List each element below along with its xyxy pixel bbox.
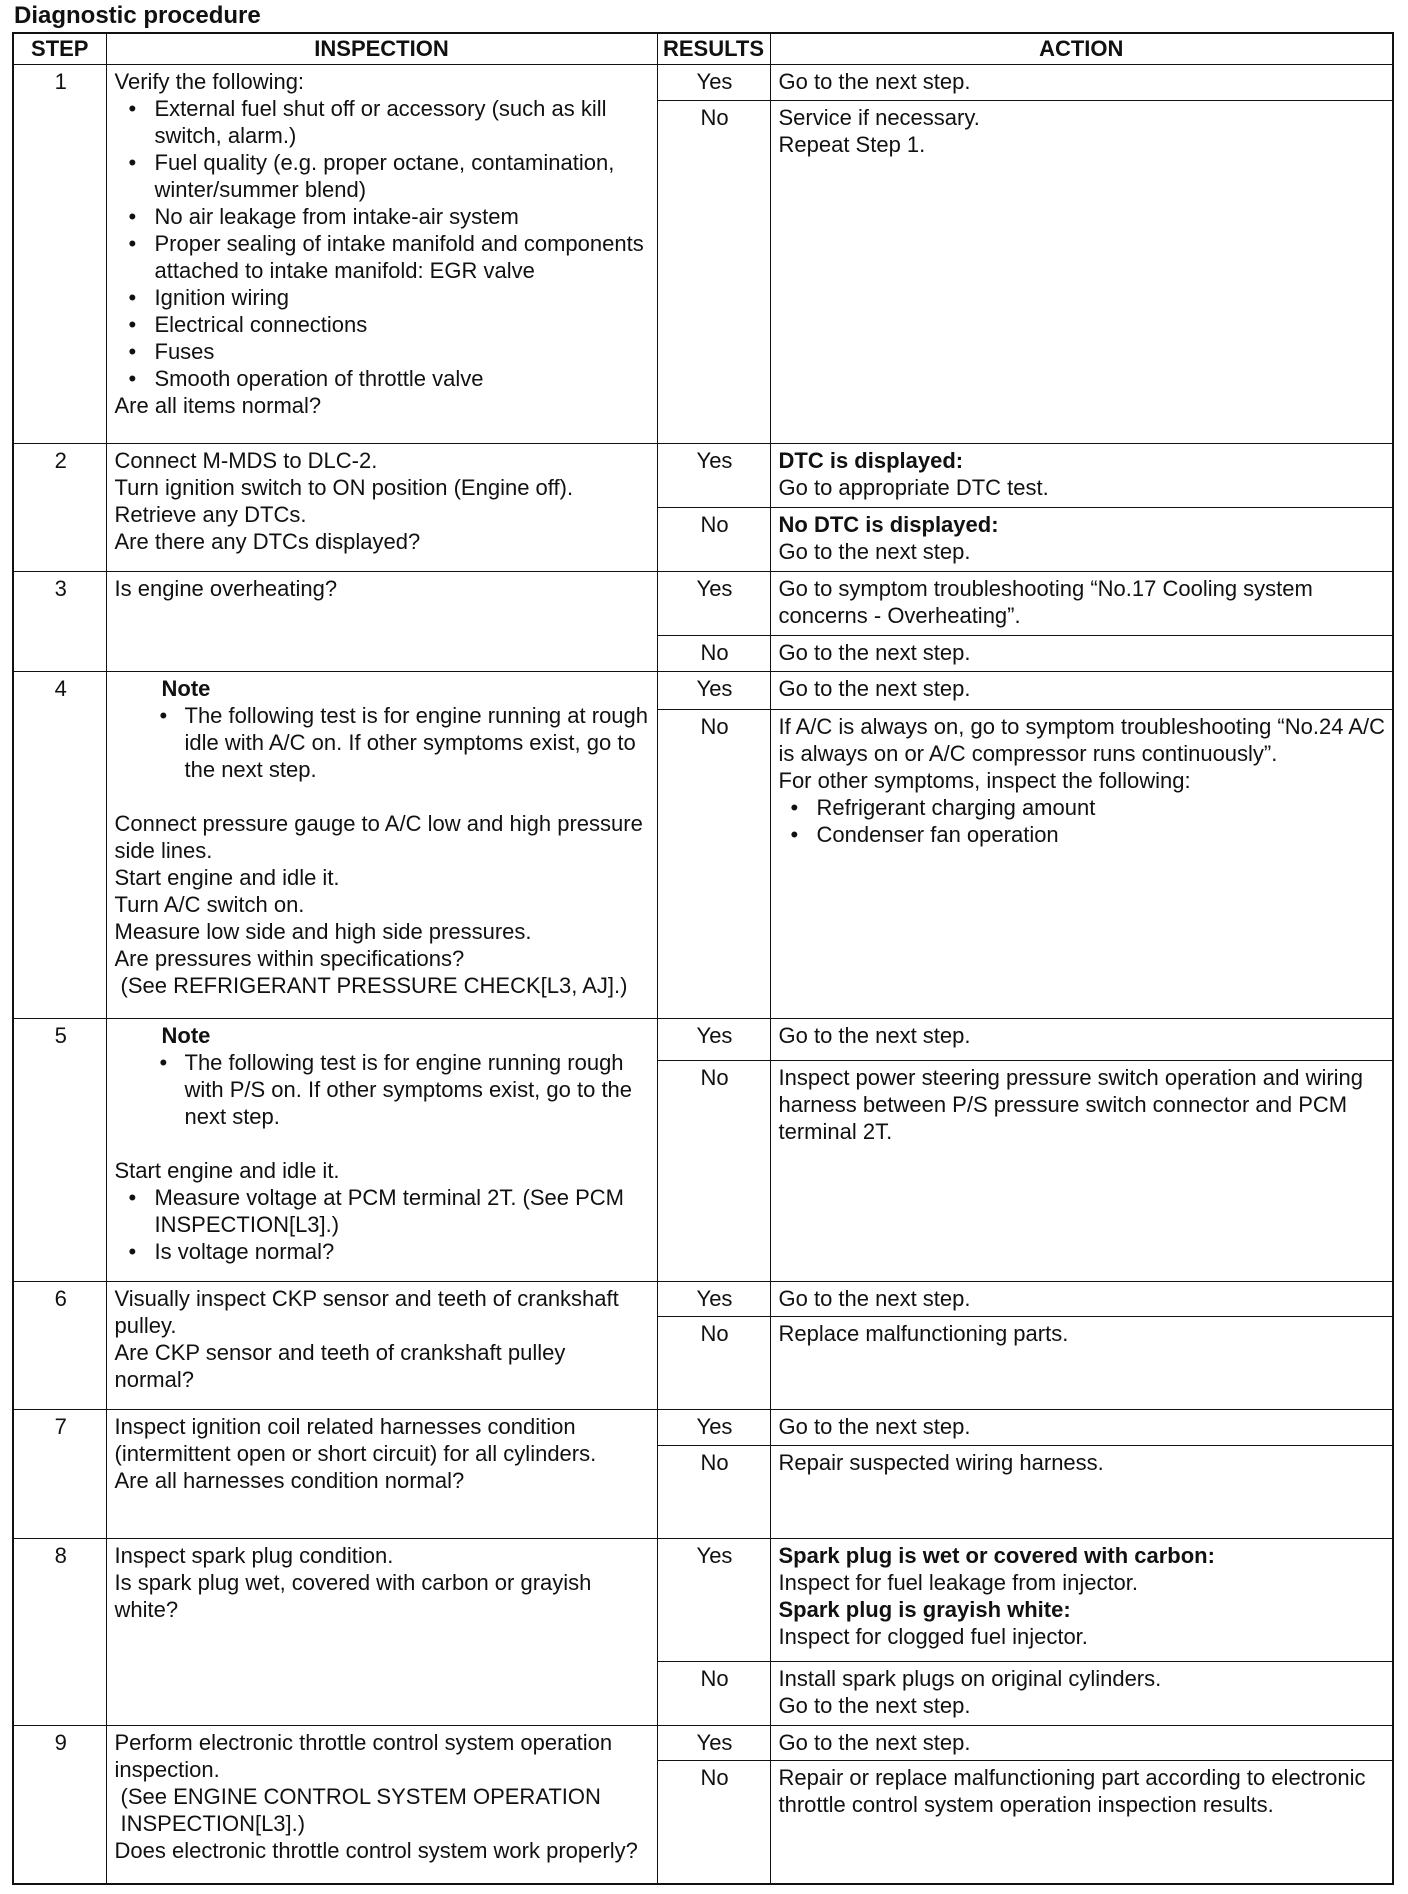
inspection-bullet: • Electrical connections xyxy=(115,311,651,338)
action-text: Go to the next step. xyxy=(778,69,971,94)
inspection-cell xyxy=(106,1538,657,1725)
action-bullet: • Refrigerant charging amount xyxy=(779,794,1387,821)
action-text: Service if necessary. xyxy=(778,104,980,130)
inspection-cell xyxy=(106,1409,657,1538)
result-no: No xyxy=(657,508,770,572)
inspection-cell xyxy=(106,1019,657,1281)
inspection-text: Start engine and idle it. xyxy=(114,864,340,890)
action-yes: Go to the next step. xyxy=(770,1725,1393,1761)
step-number: 2 xyxy=(13,444,106,572)
header-inspection: INSPECTION xyxy=(106,33,657,65)
inspection-cell xyxy=(106,65,657,444)
inspection-text: Connect M-MDS to DLC-2. xyxy=(114,448,378,473)
action-text: Go to the next step. xyxy=(778,539,971,565)
action-no: Go to the next step. xyxy=(770,636,1393,672)
table-row xyxy=(13,1281,1393,1317)
inspection-text: Inspect spark plug condition. xyxy=(114,1542,394,1568)
spacer xyxy=(115,783,651,810)
result-yes: Yes xyxy=(657,572,770,636)
result-no: No xyxy=(657,100,770,443)
action-no xyxy=(770,508,1393,572)
note-bullet: • The following test is for engine running at rough idle with A/C on. If other symptoms exist, go to the next step. xyxy=(115,702,651,783)
header-step: STEP xyxy=(13,33,106,65)
step-number: 4 xyxy=(13,671,106,1019)
result-no: No xyxy=(657,1445,770,1538)
inspection-question: Are all harnesses condition normal? xyxy=(114,1467,465,1493)
inspection-bullet: • Smooth operation of throttle valve xyxy=(115,365,651,392)
step-number: 3 xyxy=(13,572,106,672)
action-no: Repair or replace malfunctioning part according to electronic throttle control system operation inspection results. xyxy=(770,1761,1393,1884)
action-yes: Go to the next step. xyxy=(770,1019,1393,1060)
inspection-cell xyxy=(106,1281,657,1409)
note-bullet: • The following test is for engine running rough with P/S on. If other symptoms exist, go to the next step. xyxy=(115,1049,651,1130)
action-no: Repair suspected wiring harness. xyxy=(770,1445,1393,1538)
action-condition: Spark plug is wet or covered with carbon: xyxy=(778,1542,1215,1568)
inspection-text: Retrieve any DTCs. xyxy=(114,502,307,527)
inspection-question: Are CKP sensor and teeth of crankshaft pulley normal? xyxy=(114,1339,566,1392)
table-row xyxy=(13,1538,1393,1661)
inspection-cell xyxy=(106,572,657,672)
table-row xyxy=(13,1725,1393,1761)
action-yes: Go to the next step. xyxy=(770,671,1393,709)
header-results: RESULTS xyxy=(657,33,770,65)
action-text: Install spark plugs on original cylinders. xyxy=(778,1665,1162,1691)
inspection-bullet: • Fuses xyxy=(115,338,651,365)
action-no: Replace malfunctioning parts. xyxy=(770,1317,1393,1409)
action-no xyxy=(770,100,1393,443)
inspection-text: Visually inspect CKP sensor and teeth of crankshaft pulley. xyxy=(114,1285,619,1338)
inspection-bullet: • Is voltage normal? xyxy=(115,1238,651,1265)
spacer xyxy=(115,1130,651,1157)
inspection-bullet: • External fuel shut off or accessory (such as kill switch, alarm.) xyxy=(115,95,651,149)
header-action: ACTION xyxy=(770,33,1393,65)
inspection-question: Is engine overheating? xyxy=(114,576,338,602)
step-number: 7 xyxy=(13,1409,106,1538)
table-row xyxy=(13,1409,1393,1445)
inspection-bullet: • Proper sealing of intake manifold and components attached to intake manifold: EGR valve xyxy=(115,230,651,284)
result-no: No xyxy=(657,1060,770,1281)
action-no xyxy=(770,1661,1393,1725)
inspection-text: Turn A/C switch on. xyxy=(114,891,305,917)
action-text: Go to appropriate DTC test. xyxy=(778,475,1049,500)
inspection-cell xyxy=(106,671,657,1019)
result-yes: Yes xyxy=(657,1725,770,1761)
step-number: 1 xyxy=(13,65,106,444)
table-row xyxy=(13,671,1393,709)
step-number: 6 xyxy=(13,1281,106,1409)
action-yes xyxy=(770,65,1393,101)
table-row xyxy=(13,444,1393,508)
inspection-bullet: • Ignition wiring xyxy=(115,284,651,311)
action-text: Inspect for clogged fuel injector. xyxy=(778,1623,1088,1649)
step-number: 9 xyxy=(13,1725,106,1884)
page-title: Diagnostic procedure xyxy=(14,2,261,29)
result-no: No xyxy=(657,1761,770,1884)
inspection-text: Verify the following: xyxy=(114,69,305,94)
inspection-question: Are there any DTCs displayed? xyxy=(114,529,421,554)
result-yes: Yes xyxy=(657,1409,770,1445)
inspection-bullet: • Fuel quality (e.g. proper octane, contamination, winter/summer blend) xyxy=(115,149,651,203)
action-no xyxy=(770,710,1393,1019)
inspection-bullet: • No air leakage from intake-air system xyxy=(115,203,651,230)
inspection-text: Turn ignition switch to ON position (Engine off). xyxy=(114,475,574,500)
note-title: Note xyxy=(161,1023,211,1049)
table-header-row xyxy=(13,33,1393,65)
inspection-bullet: • Measure voltage at PCM terminal 2T. (See PCM INSPECTION[L3].) xyxy=(115,1184,651,1238)
inspection-question: Are pressures within specifications? xyxy=(114,945,465,971)
result-yes: Yes xyxy=(657,1538,770,1661)
action-bullet: • Condenser fan operation xyxy=(779,821,1387,848)
table-row xyxy=(13,65,1393,101)
action-yes xyxy=(770,444,1393,508)
diagnostic-procedure-table xyxy=(12,32,1394,1885)
result-no: No xyxy=(657,1317,770,1409)
inspection-cell xyxy=(106,444,657,572)
inspection-text: Inspect ignition coil related harnesses condition (intermittent open or short circuit) for all cylinders. xyxy=(114,1413,597,1466)
inspection-text: Perform electronic throttle control system operation inspection. xyxy=(114,1729,613,1782)
action-yes: Go to the next step. xyxy=(770,1409,1393,1445)
inspection-cell xyxy=(106,1725,657,1884)
result-yes: Yes xyxy=(657,671,770,709)
step-number: 5 xyxy=(13,1019,106,1281)
inspection-question: Does electronic throttle control system work properly? xyxy=(114,1837,638,1863)
action-text: Inspect for fuel leakage from injector. xyxy=(778,1569,1139,1595)
table-row xyxy=(13,572,1393,636)
action-text: Go to the next step. xyxy=(778,1692,971,1718)
result-no: No xyxy=(657,1661,770,1725)
action-yes: Go to the next step. xyxy=(770,1281,1393,1317)
inspection-reference: (See REFRIGERANT PRESSURE CHECK[L3, AJ].) xyxy=(120,972,628,998)
inspection-text: Connect pressure gauge to A/C low and high pressure side lines. xyxy=(114,810,643,863)
action-yes: Go to symptom troubleshooting “No.17 Cooling system concerns - Overheating”. xyxy=(770,572,1393,636)
result-yes: Yes xyxy=(657,1019,770,1060)
result-no: No xyxy=(657,710,770,1019)
action-no: Inspect power steering pressure switch operation and wiring harness between P/S pressure switch connector and PCM terminal 2T. xyxy=(770,1060,1393,1281)
action-text: Repeat Step 1. xyxy=(778,131,926,157)
inspection-text: Measure low side and high side pressures. xyxy=(114,918,532,944)
action-condition: No DTC is displayed: xyxy=(778,512,999,538)
action-text: For other symptoms, inspect the following: xyxy=(778,768,1191,794)
result-yes: Yes xyxy=(657,65,770,101)
result-yes: Yes xyxy=(657,1281,770,1317)
action-condition: DTC is displayed: xyxy=(778,448,964,473)
action-condition: Spark plug is grayish white: xyxy=(778,1596,1071,1622)
inspection-reference: (See ENGINE CONTROL SYSTEM OPERATION INSPECTION[L3].) xyxy=(120,1783,601,1836)
inspection-text: Start engine and idle it. xyxy=(114,1158,340,1184)
result-no: No xyxy=(657,636,770,672)
inspection-question: Are all items normal? xyxy=(114,393,322,418)
action-yes xyxy=(770,1538,1393,1661)
step-number: 8 xyxy=(13,1538,106,1725)
action-text: If A/C is always on, go to symptom troubleshooting “No.24 A/C is always on or A/C compressor runs continuously”. xyxy=(778,714,1386,767)
result-yes: Yes xyxy=(657,444,770,508)
inspection-question: Is spark plug wet, covered with carbon or grayish white? xyxy=(114,1569,592,1622)
table-row xyxy=(13,1019,1393,1060)
note-title: Note xyxy=(161,675,211,701)
